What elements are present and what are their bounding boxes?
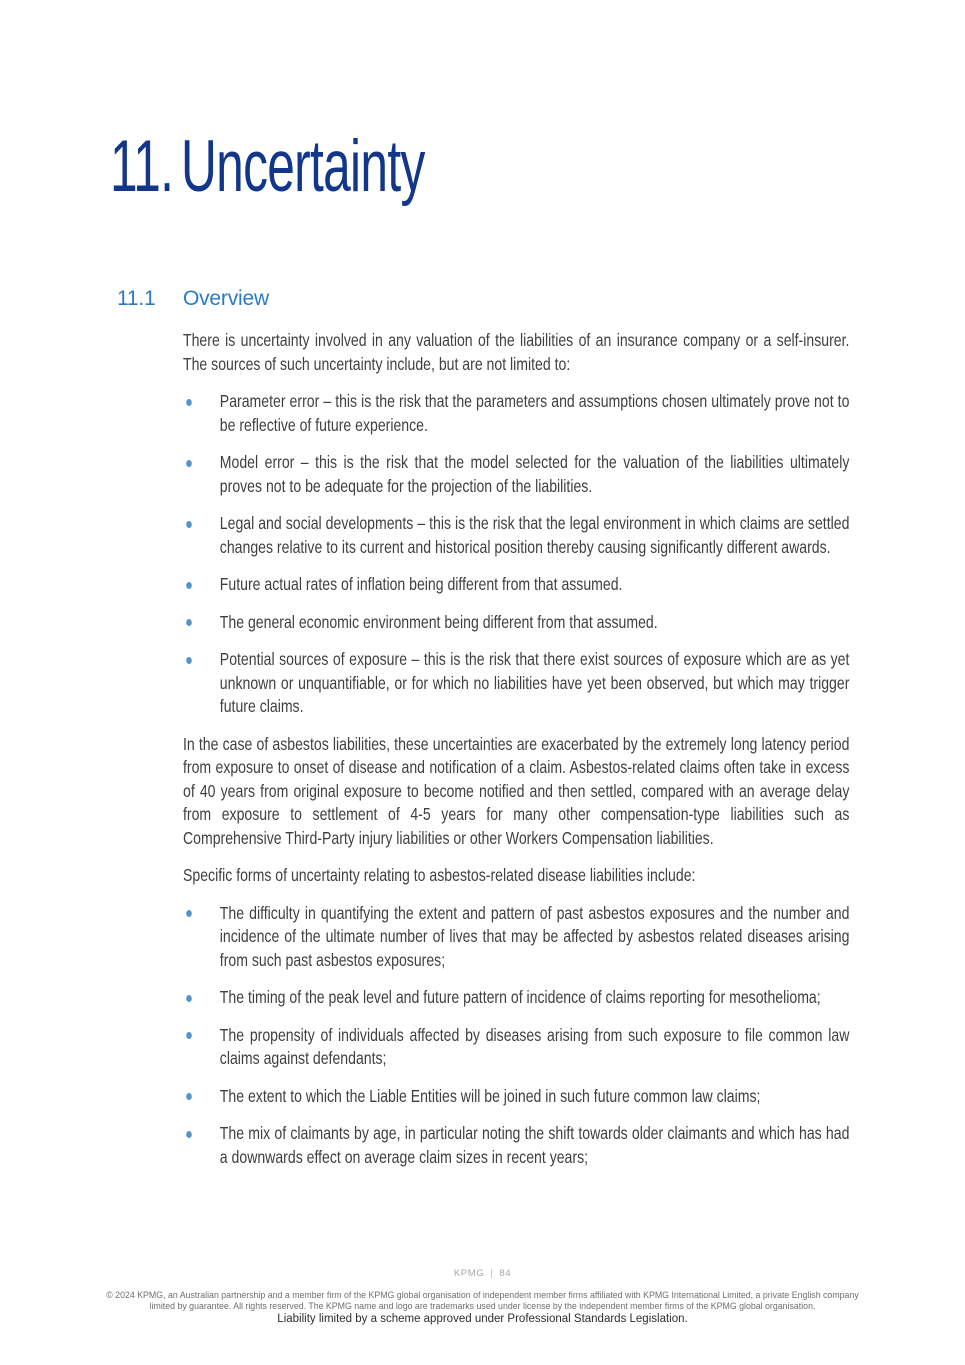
bullet-icon: [186, 995, 192, 1002]
list-item-text: Future actual rates of inflation being different from that assumed.: [219, 574, 623, 594]
bullet-icon: [186, 1131, 192, 1138]
asbestos-paragraph: In the case of asbestos liabilities, these uncertainties are exacerbated by the extremely long latency period from exposure to onset of disease and notification of a claim. Asbestos-related claims often take in excess of 40 years from original exposure to become notified and then settled, compared with an average delay from exposure to settlement of 4-5 years for many other compensation-type liabilities such as Comprehensive Third-Party injury liabilities or other Workers Compensation liabilities.: [183, 733, 850, 848]
list-item: [183, 1024, 849, 1071]
specific-intro-paragraph: Specific forms of uncertainty relating to asbestos-related disease liabilities include:: [183, 865, 696, 885]
list-item: [183, 902, 849, 973]
bullet-icon: [186, 521, 192, 528]
list-item-text: Legal and social developments – this is the risk that the legal environment in which claims are settled changes relative to its current and historical position thereby causing significantly different awards.: [219, 513, 850, 557]
body-content: [183, 329, 849, 1183]
list-item-text: The timing of the peak level and future pattern of incidence of claims reporting for mesothelioma;: [219, 987, 821, 1007]
list-item-text: The mix of claimants by age, in particular noting the shift towards older claimants and which has had a downwards effect on average claim sizes in recent years;: [219, 1123, 850, 1167]
list-item-text: Parameter error – this is the risk that the parameters and assumptions chosen ultimately prove not to be reflective of future experience.: [219, 391, 850, 435]
list-item: [183, 1122, 849, 1169]
chapter-title: Uncertainty: [181, 126, 425, 207]
bullet-icon: [186, 910, 192, 917]
list-item-text: Potential sources of exposure – this is the risk that there exist sources of exposure which are as yet unknown or unquantifiable, or for which no liabilities have yet been observed, but which may trigger future claims.: [219, 649, 850, 716]
list-item-text: The propensity of individuals affected by diseases arising from such exposure to file common law claims against defendants;: [219, 1024, 850, 1068]
intro-paragraph: There is uncertainty involved in any valuation of the liabilities of an insurance company or a self-insurer. The sources of such uncertainty include, but are not limited to:: [183, 330, 850, 374]
bullet-icon: [186, 460, 192, 467]
footer-page-number-line: [0, 1268, 965, 1279]
uncertainty-sources-list: [183, 390, 849, 719]
section-title: Overview: [183, 287, 269, 310]
list-item: [183, 573, 849, 597]
list-item: [183, 648, 849, 719]
footer-liability-statement: Liability limited by a scheme approved under Professional Standards Legislation.: [277, 1313, 688, 1325]
footer-brand: KPMG: [453, 1268, 485, 1279]
bullet-icon: [186, 657, 192, 664]
list-item: [183, 986, 849, 1010]
list-item: [183, 611, 849, 635]
list-item-text: Model error – this is the risk that the model selected for the valuation of the liabilities ultimately proves not to be adequate for the projection of the liabilities.: [219, 452, 850, 496]
footer-copyright: © 2024 KPMG, an Australian partnership and a member firm of the KPMG global organisation of independent member firms affiliated with KPMG International Limited, a private English company limited by guarantee. All rights reserved. The KPMG name and logo are trademarks used under license by the independent member firms of the KPMG global organisation.: [106, 1290, 859, 1311]
bullet-icon: [186, 399, 192, 406]
section-number: 11.1: [117, 287, 156, 310]
list-item: [183, 512, 849, 559]
bullet-icon: [186, 1032, 192, 1039]
chapter-number: 11.: [110, 126, 174, 207]
bullet-icon: [186, 619, 192, 626]
list-item: [183, 451, 849, 498]
footer-page-number: 84: [499, 1268, 512, 1279]
list-item-text: The difficulty in quantifying the extent and pattern of past asbestos exposures and the number and incidence of the ultimate number of lives that may be affected by asbestos related diseases arising from such past asbestos exposures;: [219, 902, 850, 970]
bullet-icon: [186, 582, 192, 589]
list-item: [183, 1085, 849, 1109]
list-item-text: The general economic environment being different from that assumed.: [219, 611, 658, 632]
list-item: [183, 390, 849, 437]
specific-uncertainties-list: [183, 902, 849, 1170]
list-item-text: The extent to which the Liable Entities will be joined in such future common law claims;: [219, 1085, 761, 1106]
bullet-icon: [186, 1093, 192, 1100]
footer-separator: |: [490, 1268, 494, 1279]
